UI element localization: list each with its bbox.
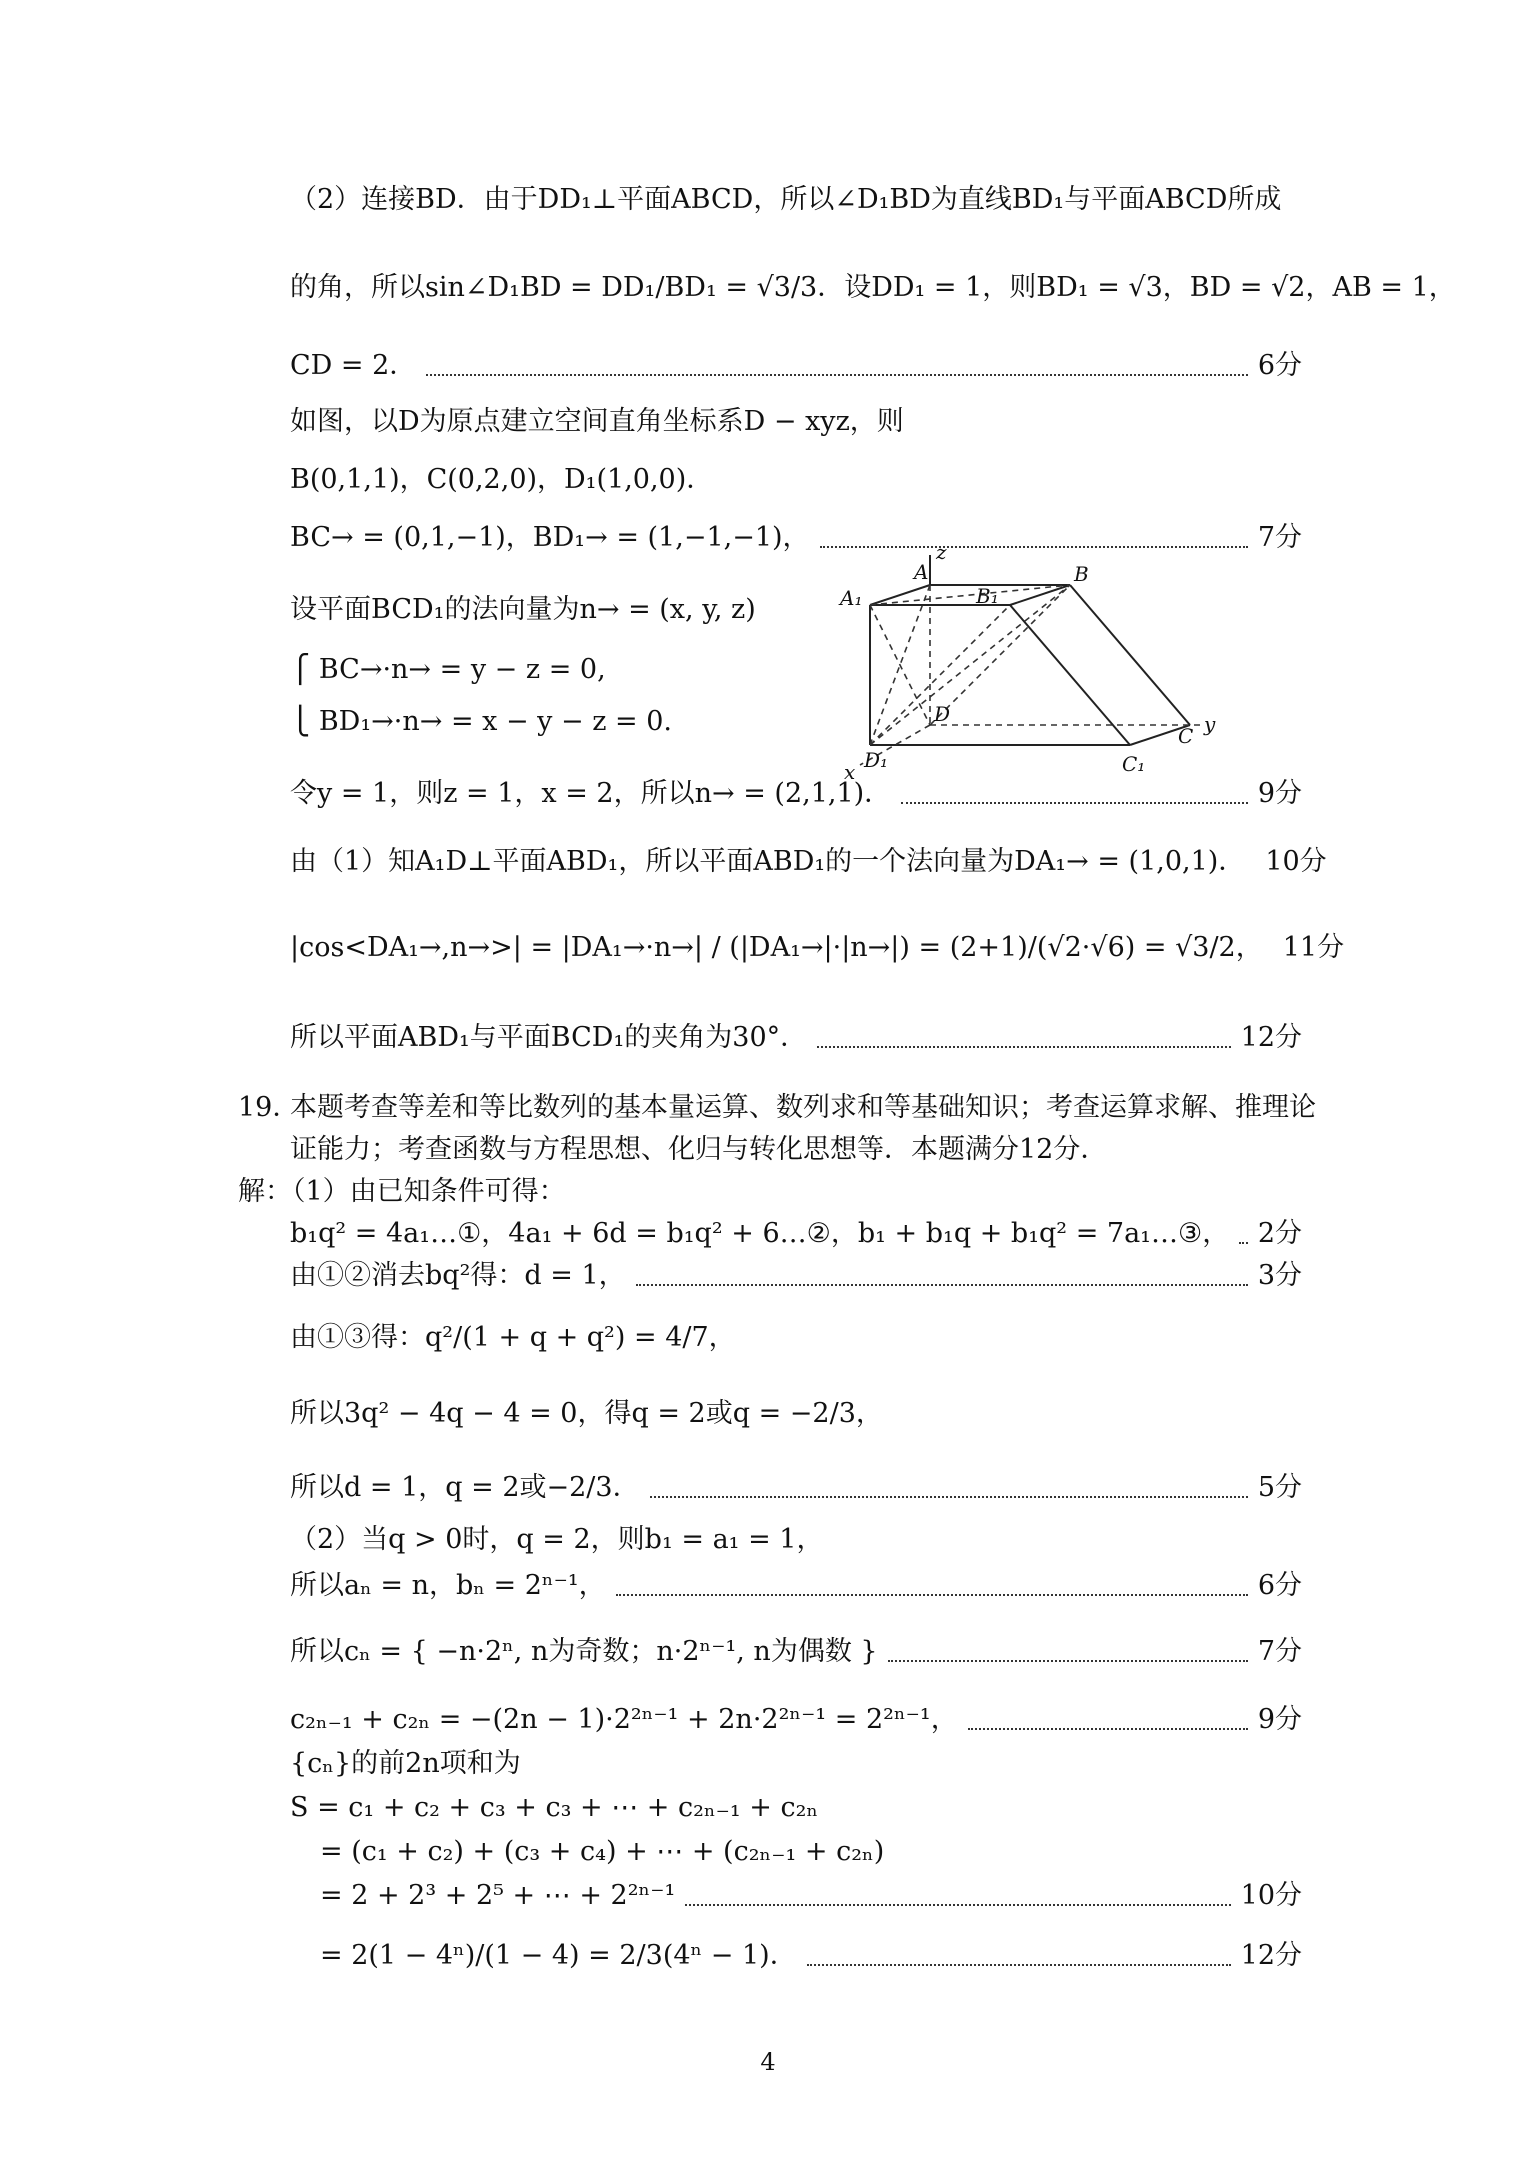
line-text: ⎩ BD₁→·n→ = x − y − z = 0. [290,706,672,737]
score-label: 2分 [1257,1218,1302,1249]
label-x: x [844,760,856,784]
prism-figure [830,545,1230,795]
line-text: （2）连接BD．由于DD₁⊥平面ABCD，所以∠D₁BD为直线BD₁与平面ABCD所成 [290,184,1282,215]
score-label: 6分 [1257,350,1302,381]
dotted-leader [685,1902,1230,1906]
dotted-leader [636,1282,1248,1286]
question-19-number: 19． [238,1092,300,1123]
step-text: b₁q² = 4a₁…①，4a₁ + 6d = b₁q² + 6…②，b₁ + b₁q + b₁q² = 7a₁…③， [290,1218,1230,1249]
label-D1: D₁ [864,748,889,772]
step-text: 所以d = 1，q = 2或−2/3． [290,1472,640,1503]
step-line [290,1520,1302,1560]
text-line-11 [290,842,1327,882]
question-19-intro-1: 本题考查等差和等比数列的基本量运算、数列求和等基础知识；考查运算求解、推理论 [290,1092,1316,1123]
step-line [290,1468,1302,1508]
step-text: S = c₁ + c₂ + c₃ + c₃ + ⋯ + c₂ₙ₋₁ + c₂ₙ [290,1792,819,1823]
solution-heading: 解：（1）由已知条件可得： [238,1176,566,1207]
line-text: CD = 2． [290,350,417,381]
text-line-8 [290,650,810,690]
score-label: 9分 [1257,778,1302,809]
label-C: C [1178,724,1194,748]
label-B1: B₁ [976,584,999,608]
step-text: {cₙ}的前2n项和为 [290,1748,521,1779]
text-line-4 [290,402,1302,442]
step-text: （2）当q > 0时，q = 2，则b₁ = a₁ = 1， [290,1524,824,1555]
score-label: 12分 [1240,1022,1302,1053]
label-D: D [934,702,951,726]
line-text: 设平面BCD₁的法向量为n→ = (x, y, z) [290,594,756,625]
line-text: 令y = 1，则z = 1，x = 2，所以n→ = (2,1,1)． [290,778,892,809]
step-line [290,1700,1302,1740]
score-label: 5分 [1257,1472,1302,1503]
dotted-leader [650,1494,1248,1498]
label-A: A [914,560,929,584]
score-label: 12分 [1240,1940,1302,1971]
line-text: 的角，所以sin∠D₁BD = DD₁/BD₁ = √3/3．设DD₁ = 1，则BD₁ = √3，BD = √2，AB = 1， [290,272,1456,303]
label-A1: A₁ [840,586,863,610]
line-text: ⎧ BC→·n→ = y − z = 0, [290,654,606,685]
step-line [290,1318,1302,1358]
score-label: 7分 [1257,1636,1302,1667]
line-text: 由（1）知A₁D⊥平面ABD₁，所以平面ABD₁的一个法向量为DA₁→ = (1,0,1)． [290,846,1246,877]
step-line [290,1788,1302,1828]
score-label: 3分 [1257,1260,1302,1291]
text-line-5 [290,460,1302,500]
step-text: 由①②消去bq²得：d = 1， [290,1260,626,1291]
line-text: 如图，以D为原点建立空间直角坐标系D − xyz，则 [290,406,904,437]
dotted-leader [888,1658,1248,1662]
text-line-7 [290,590,810,630]
line-text: |cos<DA₁→,n→>| = |DA₁→·n→| / (|DA₁→|·|n→|) = (2+1)/(√2·√6) = √3/2， [290,932,1263,963]
label-C1: C₁ [1122,752,1146,776]
label-z: z [936,545,947,564]
step-line [320,1876,1302,1916]
score-label: 11分 [1282,932,1345,963]
line-text: BC→ = (0,1,−1)，BD₁→ = (1,−1,−1)， [290,522,810,553]
step-text: 所以3q² − 4q − 4 = 0，得q = 2或q = −2/3， [290,1398,883,1429]
dotted-leader [807,1962,1231,1966]
step-text: = 2(1 − 4ⁿ)/(1 − 4) = 2/3(4ⁿ − 1)． [320,1940,797,1971]
step-text: 由①③得：q²/(1 + q + q²) = 4/7， [290,1322,736,1353]
step-line [290,1744,1302,1784]
text-line-1 [290,180,1302,220]
question-19-intro-2: 证能力；考查函数与方程思想、化归与转化思想等．本题满分12分． [290,1134,1108,1165]
label-y: y [1204,712,1216,736]
step-line [320,1832,1302,1872]
step-text: c₂ₙ₋₁ + c₂ₙ = −(2n − 1)·2²ⁿ⁻¹ + 2n·2²ⁿ⁻¹ = 2²ⁿ⁻¹， [290,1704,958,1735]
dotted-leader [968,1726,1248,1730]
step-text: 所以aₙ = n，bₙ = 2ⁿ⁻¹， [290,1570,606,1601]
dotted-leader [1239,1240,1248,1244]
dotted-leader [817,1044,1231,1048]
text-line-13 [290,1018,1302,1058]
step-line [290,1394,1302,1434]
score-label: 7分 [1257,522,1302,553]
score-label: 9分 [1257,1704,1302,1735]
step-text: = (c₁ + c₂) + (c₃ + c₄) + ⋯ + (c₂ₙ₋₁ + c₂ₙ) [320,1836,885,1867]
text-line-9 [290,702,810,742]
step-line [290,1632,1302,1672]
line-text: 所以平面ABD₁与平面BCD₁的夹角为30°． [290,1022,808,1053]
step-line [290,1566,1302,1606]
step-text: 所以cₙ = { −n·2ⁿ, n为奇数；n·2ⁿ⁻¹, n为偶数 } [290,1636,878,1667]
step-line [290,1256,1302,1296]
label-B: B [1074,562,1089,586]
step-line [320,1936,1302,1976]
text-line-3 [290,346,1302,386]
line-text: B(0,1,1)，C(0,2,0)，D₁(1,0,0)． [290,464,714,495]
step-text: = 2 + 2³ + 2⁵ + ⋯ + 2²ⁿ⁻¹ [320,1880,676,1911]
text-line-2 [290,268,1456,308]
dotted-leader [616,1592,1248,1596]
dotted-leader [426,372,1248,376]
dotted-leader [901,800,1248,804]
score-label: 10分 [1240,1880,1302,1911]
page-number: 4 [760,2048,776,2076]
score-label: 10分 [1265,846,1327,877]
score-label: 6分 [1257,1570,1302,1601]
step-line [290,1214,1302,1254]
text-line-12 [290,928,1345,968]
